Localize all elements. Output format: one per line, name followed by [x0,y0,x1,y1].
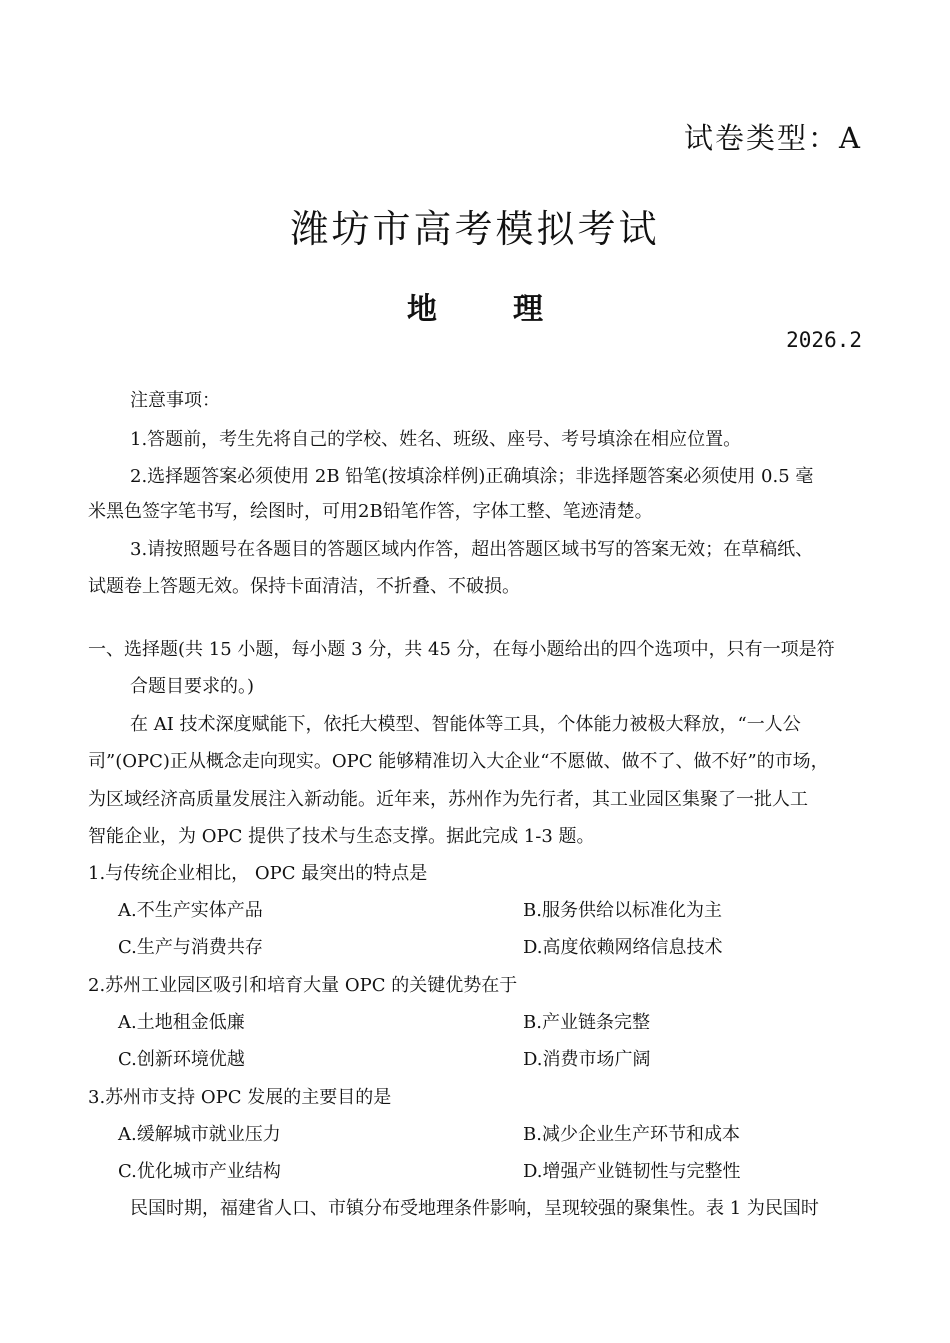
notice-heading: 注意事项： [130,390,220,411]
option-c: C.优化城市产业结构 [118,1161,281,1182]
option-c: C.创新环境优越 [118,1049,245,1070]
option-b: B.产业链条完整 [523,1012,650,1033]
option-a: A.不生产实体产品 [118,900,263,921]
notice-item: 2.选择题答案必须使用 2B 铅笔(按填涂样例)正确填涂；非选择题答案必须使用 0.5 毫 [130,466,814,487]
paper-type-label: 试卷类型：A [684,121,862,155]
option-b: B.服务供给以标准化为主 [523,900,722,921]
exam-title: 潍坊市高考模拟考试 [290,207,660,251]
passage-line: 在 AI 技术深度赋能下，依托大模型、智能体等工具，个体能力被极大释放，“一人公 [130,714,801,735]
section-heading-cont: 合题目要求的。) [130,676,255,697]
option-c: C.生产与消费共存 [118,937,263,958]
section-heading: 一、选择题(共 15 小题，每小题 3 分，共 45 分，在每小题给出的四个选项中，只有一项是符 [88,639,835,660]
subject-char-1: 地 [407,292,437,327]
exam-date: 2026.2 [786,328,862,352]
option-d: D.增强产业链韧性与完整性 [523,1161,741,1182]
notice-item: 3.请按照题号在各题目的答题区域内作答，超出答题区域书写的答案无效；在草稿纸、 [130,539,814,560]
question-stem: 3.苏州市支持 OPC 发展的主要目的是 [88,1087,392,1108]
option-d: D.高度依赖网络信息技术 [523,937,723,958]
option-a: A.土地租金低廉 [118,1012,245,1033]
notice-item: 米黑色签字笔书写，绘图时，可用2B铅笔作答，字体工整、笔迹清楚。 [88,501,653,522]
passage-line: 智能企业，为 OPC 提供了技术与生态支撑。据此完成 1-3 题。 [88,826,595,847]
passage-line: 为区域经济高质量发展注入新动能。近年来，苏州作为先行者，其工业园区集聚了一批人工 [88,789,808,810]
question-stem: 1.与传统企业相比， OPC 最突出的特点是 [88,863,428,884]
passage-line: 司”(OPC)正从概念走向现实。OPC 能够精准切入大企业“不愿做、做不了、做不好”的市场， [88,751,829,772]
passage-line: 民国时期，福建省人口、市镇分布受地理条件影响，呈现较强的聚集性。表 1 为民国时 [130,1198,819,1219]
notice-item: 试题卷上答题无效。保持卡面清洁，不折叠、不破损。 [88,576,520,597]
option-a: A.缓解城市就业压力 [118,1124,281,1145]
subject-char-2: 理 [513,292,543,327]
option-b: B.减少企业生产环节和成本 [523,1124,740,1145]
option-d: D.消费市场广阔 [523,1049,651,1070]
question-stem: 2.苏州工业园区吸引和培育大量 OPC 的关键优势在于 [88,975,518,996]
notice-item: 1.答题前，考生先将自己的学校、姓名、班级、座号、考号填涂在相应位置。 [130,429,742,450]
subject-title [0,284,950,328]
